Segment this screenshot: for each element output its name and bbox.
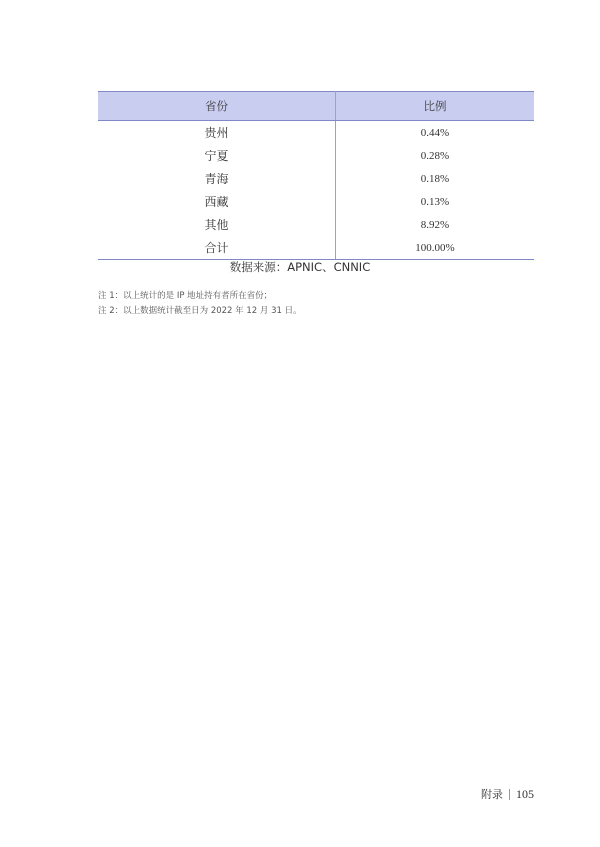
cell-ratio: 0.44%: [420, 126, 450, 139]
cell-ratio: 0.28%: [420, 149, 450, 162]
notes-block: [98, 289, 302, 319]
header-province: 省份: [98, 92, 336, 121]
table-row: [98, 167, 534, 190]
province-ratio-table-container: [98, 91, 534, 260]
table-row-total: [98, 236, 534, 260]
cell-province: 合计: [98, 236, 336, 260]
cell-ratio: 0.13%: [420, 195, 450, 208]
cell-province: 其他: [98, 213, 336, 236]
footer-divider: [509, 789, 510, 800]
note-1: 注 1：以上统计的是 IP 地址持有者所在省份；: [98, 291, 273, 301]
province-ratio-table: [98, 91, 534, 260]
cell-province: 宁夏: [98, 144, 336, 167]
cell-ratio: 100.00%: [336, 236, 535, 260]
cell-ratio: 8.92%: [420, 218, 450, 231]
cell-ratio: 0.18%: [420, 172, 450, 185]
page-footer: [481, 786, 534, 802]
cell-province: 西藏: [98, 190, 336, 213]
note-2: 注 2：以上数据统计截至日为 2022 年 12 月 31 日。: [98, 306, 302, 316]
footer-section-label: 附录: [481, 788, 503, 801]
data-source-caption: 数据来源：APNIC、CNNIC: [229, 260, 371, 274]
table-header-row: [98, 92, 534, 121]
table-row: [98, 190, 534, 213]
header-ratio: 比例: [336, 92, 535, 121]
table-row: [98, 144, 534, 167]
table-row: [98, 121, 534, 145]
table-row: [98, 213, 534, 236]
page-number: 105: [516, 786, 534, 801]
cell-province: 贵州: [98, 121, 336, 145]
cell-province: 青海: [98, 167, 336, 190]
